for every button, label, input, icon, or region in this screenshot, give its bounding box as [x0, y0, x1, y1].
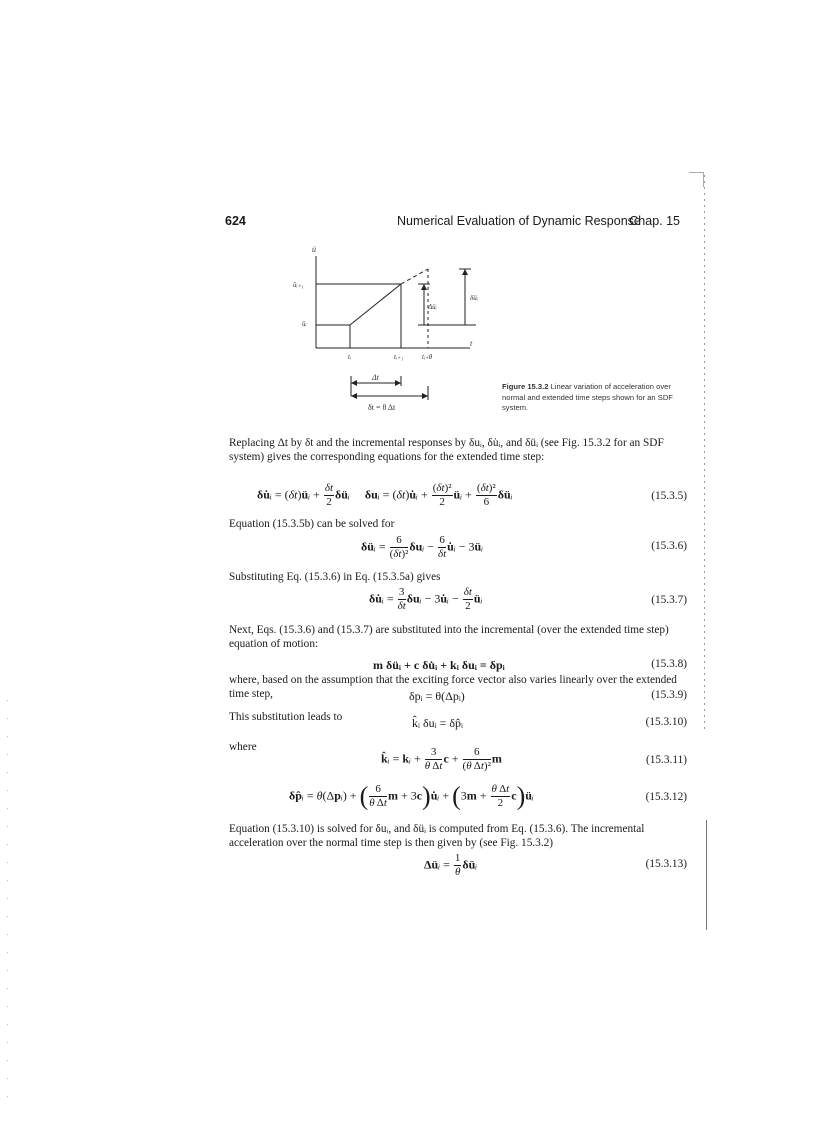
paragraph: Equation (15.3.5b) can be solved for	[229, 518, 395, 530]
paragraph: where, based on the assumption that the exciting force vector also varies linearly over the extended time step,	[229, 674, 677, 700]
eq-number: (15.3.11)	[646, 754, 687, 766]
margin-rule	[704, 175, 705, 730]
acceleration-diagram	[293, 238, 500, 443]
ext-label: δt = θ Δt	[368, 403, 396, 412]
dt-label: Δt	[372, 373, 379, 382]
running-title: Numerical Evaluation of Dynamic Response	[397, 214, 641, 228]
tnext-label: tᵢ₊₁	[394, 353, 404, 361]
equation-15-3-9	[229, 689, 687, 707]
eq-number: (15.3.6)	[651, 540, 687, 552]
eq-number: (15.3.7)	[651, 594, 687, 606]
eq-number: (15.3.5)	[651, 490, 687, 502]
ttheta-label: tᵢ₊θ	[422, 353, 433, 361]
figure-caption	[502, 382, 682, 414]
page-header	[225, 214, 680, 234]
paragraph: Replacing Δt by δt and the incremental responses by δuᵢ, δu̇ᵢ, and δüᵢ (see Fig. 15.3.2 for an SDF system) gives the corresponding equations for the extended time step:	[229, 437, 664, 463]
paragraph: This substitution leads to	[229, 711, 343, 723]
delta-accel-ext-label: δüᵢ	[470, 294, 478, 302]
eq-number: (15.3.9)	[651, 689, 687, 701]
accel-line	[316, 284, 401, 325]
page-corner-mark	[689, 172, 704, 187]
eq-number: (15.3.12)	[645, 791, 687, 803]
figure-15-3-2	[293, 238, 500, 443]
paragraph: Equation (15.3.10) is solved for δuᵢ, and δüᵢ is computed from Eq. (15.3.6). The incremental acceleration over the normal time step is then given by (see Fig. 15.3.2)	[229, 823, 645, 849]
eq-number: (15.3.8)	[651, 658, 687, 670]
x-axis-label: t	[470, 339, 473, 348]
eq-number: (15.3.10)	[645, 716, 687, 728]
equation-15-3-7: δu̇ᵢ = $\frac{3}{\delta t}$ δuᵢ − 3u̇ᵢ − $\frac{\delta t}{2}$ üᵢ (15.3.7)	[369, 586, 687, 612]
eq-9: δpᵢ = θ(Δpᵢ)	[409, 689, 465, 703]
y-axis-label: ü	[312, 245, 316, 254]
delta-accel-label: Δüᵢ	[428, 303, 437, 311]
equation-15-3-11: k̂ᵢ = kᵢ + $\frac{3}{\text{θ Δt}}$ c + $\frac{6}{\text{(θ Δt)²}}$ m (15.3.11)	[381, 746, 687, 772]
accel-i-label: üᵢ	[302, 320, 307, 328]
caption-text: Linear variation of acceleration over normal and extended time steps shown for an SDF system.	[502, 382, 673, 412]
equation-15-3-13: Δüᵢ = $\frac{1}{\theta}$ δüᵢ (15.3.13)	[424, 852, 687, 878]
eq-number: (15.3.13)	[645, 858, 687, 870]
paragraph: Next, Eqs. (15.3.6) and (15.3.7) are substituted into the incremental (over the extended time step) equation of motion:	[229, 624, 669, 650]
equation-15-3-5: δu̇ᵢ = (δt)üᵢ + $\frac{\delta t}{2}$ δüᵢ δuᵢ = (δt)u̇ᵢ + $\frac{\text{(δt)²}}{2}$ üᵢ + $\frac{\text{(δt)²}}{6}$ δüᵢ (15.3.5)	[257, 482, 687, 508]
chapter-label: Chap. 15	[629, 214, 680, 228]
equation-15-3-10	[229, 716, 687, 734]
paragraph: Substituting Eq. (15.3.6) in Eq. (15.3.5a) gives	[229, 571, 441, 583]
paragraph: where	[229, 741, 257, 753]
margin-rule-lower	[706, 820, 707, 930]
accel-next-label: üᵢ₊₁	[293, 281, 304, 289]
caption-figure-label: Figure 15.3.2	[502, 382, 549, 391]
eq-10: k̂ᵢ δuᵢ = δp̂ᵢ	[412, 716, 463, 730]
ti-label: tᵢ	[348, 353, 352, 361]
eq-8: m δüᵢ + c δu̇ᵢ + kᵢ δuᵢ = δpᵢ	[373, 658, 505, 672]
left-edge-marks	[7, 700, 8, 1100]
equation-15-3-12: δp̂ᵢ = θ(Δpᵢ) + ( $\frac{6}{\text{θ Δt}}$ m + 3c)u̇ᵢ + (3m + $\frac{\text{θ Δt}}{2}$ c)üᵢ (15.3.12)	[289, 781, 687, 811]
page-number: 624	[225, 214, 246, 228]
equation-15-3-6: δüᵢ = $\frac{6}{\text{(δt)²}}$ δuᵢ − $\frac{6}{\delta t}$ u̇ᵢ − 3üᵢ (15.3.6)	[361, 534, 687, 560]
accel-extension	[401, 269, 428, 284]
